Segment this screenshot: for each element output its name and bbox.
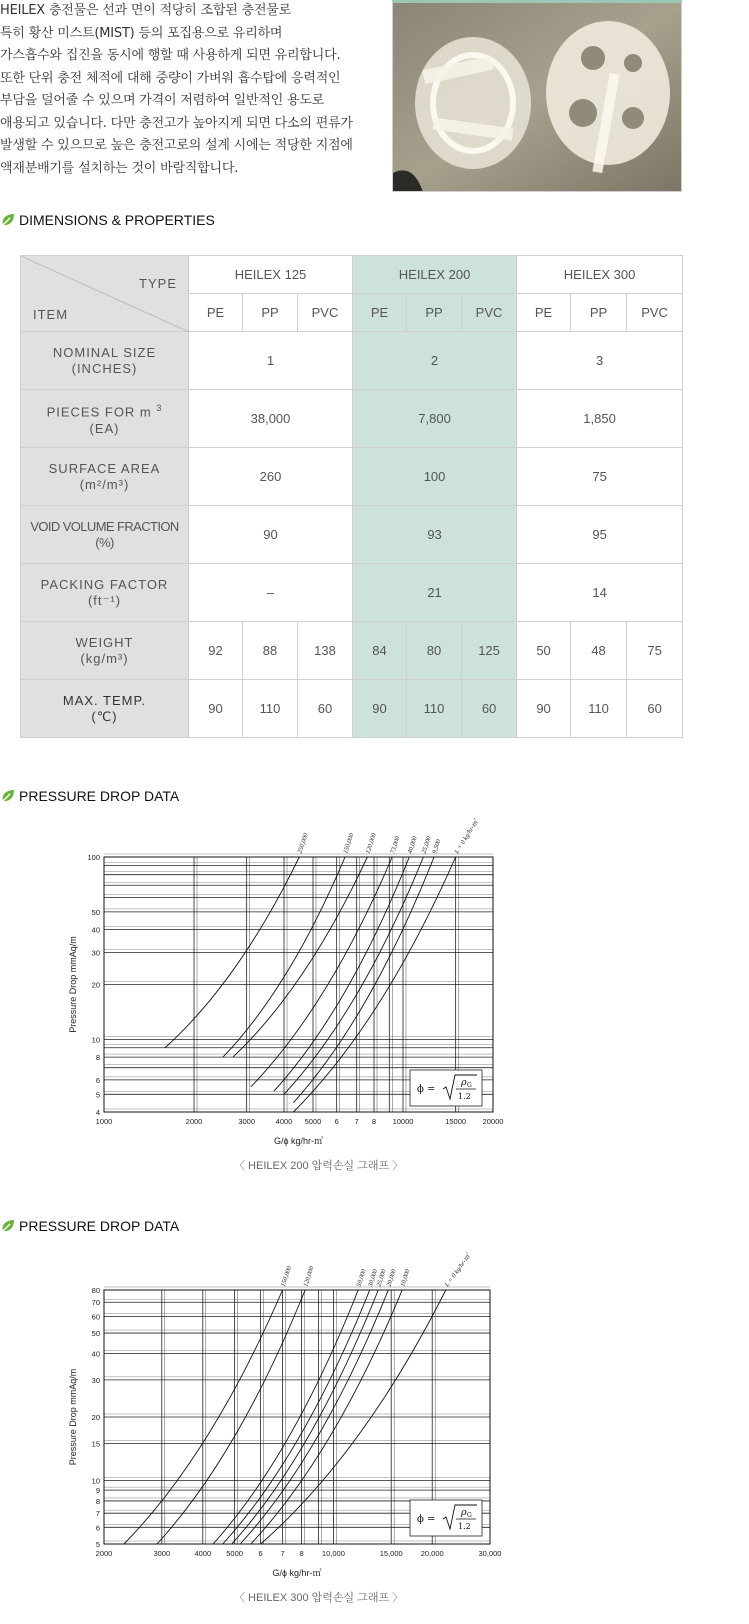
formula-numerator: ρ [461, 1077, 467, 1088]
table-cell: 2 [353, 332, 517, 390]
y-axis-label: Pressure Drop mmAq/m [68, 1368, 78, 1466]
row-label-pieces: PIECES FOR m $^3$ (EA) [21, 390, 189, 448]
x-tick-label: 2000 [185, 1117, 203, 1126]
properties-table [20, 255, 683, 738]
series-label: 150,000 [342, 832, 356, 855]
y-tick-label: 5 [95, 1090, 100, 1100]
corner-type-label: TYPE [139, 276, 177, 291]
table-cell: 60 [462, 680, 517, 738]
row-label-packing-factor: PACKING FACTOR (ft⁻¹) [21, 564, 189, 622]
y-axis-label: Pressure Drop mmAq/m [68, 936, 78, 1033]
chart-caption-heilex-200: 〈 HEILEX 200 압력손실 그래프 〉 [234, 1160, 404, 1172]
series-label: 30,000 [366, 1268, 380, 1288]
series-label: 150,000 [279, 1265, 293, 1288]
table-cell: 48 [571, 622, 627, 680]
series-label: 120,000 [364, 832, 378, 855]
x-tick-label: 15,000 [379, 1549, 403, 1558]
material-header: PVC [298, 294, 353, 332]
formula-subscript: G [467, 1512, 472, 1519]
series-label: 73,000 [389, 835, 402, 855]
table-cell: 14 [517, 564, 683, 622]
series-label: 25,000 [420, 835, 433, 855]
y-tick-label: 8 [95, 1496, 100, 1506]
product-photo [392, 0, 682, 192]
y-tick-label: 60 [91, 1312, 100, 1322]
table-cell: 260 [189, 448, 353, 506]
formula-denominator: 1.2 [458, 1522, 471, 1531]
table-cell: 50 [517, 622, 571, 680]
table-cell: 110 [571, 680, 627, 738]
x-tick-label: 10000 [392, 1117, 414, 1126]
y-tick-label: 9 [95, 1486, 100, 1496]
table-cell: 21 [353, 564, 517, 622]
material-header: PP [407, 294, 462, 332]
series-label: 250,000 [296, 832, 310, 855]
x-tick-label: 8 [371, 1117, 377, 1126]
series-label: 25,000 [375, 1268, 388, 1288]
y-tick-label: 6 [95, 1075, 100, 1085]
table-cell: 60 [298, 680, 353, 738]
x-tick-label: 6 [334, 1117, 339, 1126]
x-tick-label: 7 [280, 1549, 285, 1558]
x-axis-label: G/ϕ kg/hr-㎡ [272, 1568, 322, 1578]
corner-item-label: ITEM [33, 307, 69, 322]
intro-line: HEILEX 충전물은 선과 면이 적당히 조합된 충전물로 [0, 3, 292, 18]
table-cell: 110 [407, 680, 462, 738]
material-header: PP [571, 294, 627, 332]
formula-lhs: ϕ = [417, 1084, 436, 1095]
row-label-void-volume: VOID VOLUME FRACTION (%) [21, 506, 189, 564]
x-axis-label: G/ϕ kg/hr-㎡ [273, 1136, 324, 1146]
series-label: L = 0 kg/hr-㎡ [453, 819, 480, 856]
formula-denominator: 1.2 [458, 1092, 471, 1101]
intro-line: 발생할 수 있으므로 높은 충전고로의 설계 시에는 적당한 지점에 [0, 138, 353, 153]
material-header: PVC [462, 294, 517, 332]
table-cell: 1,850 [517, 390, 683, 448]
table-cell: 7,800 [353, 390, 517, 448]
table-cell: 92 [189, 622, 243, 680]
table-cell: 1 [189, 332, 353, 390]
intro-line: 가스흡수와 집진을 동시에 행할 때 사용하게 되면 유리합니다. [0, 48, 341, 63]
x-tick-label: 20000 [482, 1117, 504, 1126]
table-cell: 84 [353, 622, 407, 680]
section-dimensions [0, 212, 215, 228]
table-cell: 80 [407, 622, 462, 680]
y-tick-label: 4 [95, 1108, 100, 1117]
pressure-drop-chart-heilex-200 [0, 800, 749, 1170]
series-label: 120,000 [302, 1265, 316, 1288]
intro-text [0, 0, 385, 180]
type-header-300: HEILEX 300 [517, 256, 683, 294]
material-header: PE [189, 294, 243, 332]
chart-caption-heilex-300: 〈 HEILEX 300 압력손실 그래프 〉 [234, 1592, 404, 1604]
material-header: PP [243, 294, 298, 332]
series-label: L = 0 kg/hr-㎡ [443, 1253, 472, 1289]
table-cell: 100 [353, 448, 517, 506]
table-cell: 125 [462, 622, 517, 680]
packing-illustration [393, 3, 682, 192]
x-tick-label: 5000 [226, 1549, 243, 1558]
table-cell: 90 [189, 506, 353, 564]
section-title: PRESSURE DROP DATA [19, 788, 180, 804]
y-tick-label: 50 [91, 907, 100, 917]
x-tick-label: 20,000 [420, 1549, 444, 1558]
section-title: PRESSURE DROP DATA [19, 1218, 180, 1234]
table-cell: 75 [627, 622, 683, 680]
material-header: PE [353, 294, 407, 332]
y-tick-label: 100 [87, 853, 100, 862]
row-label-weight: WEIGHT (kg/m³) [21, 622, 189, 680]
x-tick-label: 2000 [95, 1549, 113, 1558]
intro-line: 액재분배기를 설치하는 것이 바람직합니다. [0, 160, 239, 176]
y-tick-label: 70 [91, 1298, 100, 1308]
leaf-icon [0, 212, 16, 228]
series-label: 10,000 [399, 1268, 412, 1288]
row-label-surface-area: SURFACE AREA (m²/m³) [21, 448, 189, 506]
y-tick-label: 50 [91, 1329, 100, 1339]
pressure-drop-chart-heilex-300 [0, 1232, 749, 1602]
type-header-125: HEILEX 125 [189, 256, 353, 294]
section-title: DIMENSIONS & PROPERTIES [19, 212, 215, 228]
type-header-200: HEILEX 200 [353, 256, 517, 294]
table-cell: 93 [353, 506, 517, 564]
x-tick-label: 15000 [445, 1117, 467, 1126]
intro-line: 또한 단위 충전 체적에 대해 중량이 가벼워 흡수탑에 응력적인 [0, 70, 341, 86]
x-tick-label: 5000 [304, 1117, 322, 1126]
material-header: PE [517, 294, 571, 332]
x-tick-label: 3000 [153, 1549, 171, 1558]
series-label: 50,000 [355, 1268, 368, 1288]
table-cell: – [189, 564, 353, 622]
y-tick-label: 6 [95, 1523, 100, 1533]
y-tick-label: 40 [91, 925, 100, 935]
series-line [293, 857, 434, 1103]
table-cell: 95 [517, 506, 683, 564]
table-cell: 90 [517, 680, 571, 738]
formula-lhs: ϕ = [417, 1514, 436, 1525]
intro-line: 부담을 덜어줄 수 있으며 가격이 저렴하여 일반적인 용도로 [0, 93, 325, 108]
intro-line: 애용되고 있습니다. 다만 충전고가 높아지게 되면 다소의 편류가 [0, 115, 353, 131]
x-tick-label: 1000 [95, 1117, 113, 1126]
x-tick-label: 4000 [194, 1549, 212, 1558]
table-corner [21, 256, 189, 332]
x-tick-label: 30,000 [478, 1549, 502, 1558]
row-label-max-temp: MAX. TEMP. (℃) [21, 680, 189, 738]
x-tick-label: 6 [258, 1549, 263, 1558]
y-tick-label: 10 [91, 1476, 100, 1486]
intro-line: 특히 황산 미스트(MIST) 등의 포집용으로 유리하며 [0, 25, 283, 41]
y-tick-label: 10 [91, 1035, 100, 1045]
y-tick-label: 8 [95, 1053, 100, 1063]
y-tick-label: 20 [91, 1413, 100, 1422]
y-tick-label: 5 [95, 1540, 100, 1549]
table-cell: 90 [189, 680, 243, 738]
x-tick-label: 3000 [238, 1117, 256, 1126]
x-tick-label: 8 [299, 1549, 304, 1558]
table-cell: 75 [517, 448, 683, 506]
material-header: PVC [627, 294, 683, 332]
x-tick-label: 7 [354, 1117, 359, 1126]
y-tick-label: 80 [91, 1286, 100, 1295]
series-label: 20,000 [385, 1268, 398, 1288]
y-tick-label: 15 [91, 1439, 100, 1449]
table-cell: 38,000 [189, 390, 353, 448]
table-cell: 60 [627, 680, 683, 738]
y-tick-label: 30 [91, 1375, 100, 1385]
table-cell: 90 [353, 680, 407, 738]
row-label-nominal-size: NOMINAL SIZE (INCHES) [21, 332, 189, 390]
table-cell: 88 [243, 622, 298, 680]
series-line [251, 857, 392, 1087]
formula-numerator: ρ [461, 1507, 467, 1518]
x-tick-label: 10,000 [321, 1549, 345, 1558]
y-tick-label: 7 [95, 1509, 100, 1519]
table-cell: 110 [243, 680, 298, 738]
y-tick-label: 20 [91, 980, 100, 990]
series-label: 40,000 [406, 835, 419, 855]
y-tick-label: 30 [91, 948, 100, 958]
table-cell: 3 [517, 332, 683, 390]
y-tick-label: 40 [91, 1349, 100, 1359]
x-tick-label: 4000 [275, 1117, 293, 1126]
formula-subscript: G [467, 1082, 472, 1089]
table-cell: 138 [298, 622, 353, 680]
series-label: 9,500 [431, 838, 443, 855]
